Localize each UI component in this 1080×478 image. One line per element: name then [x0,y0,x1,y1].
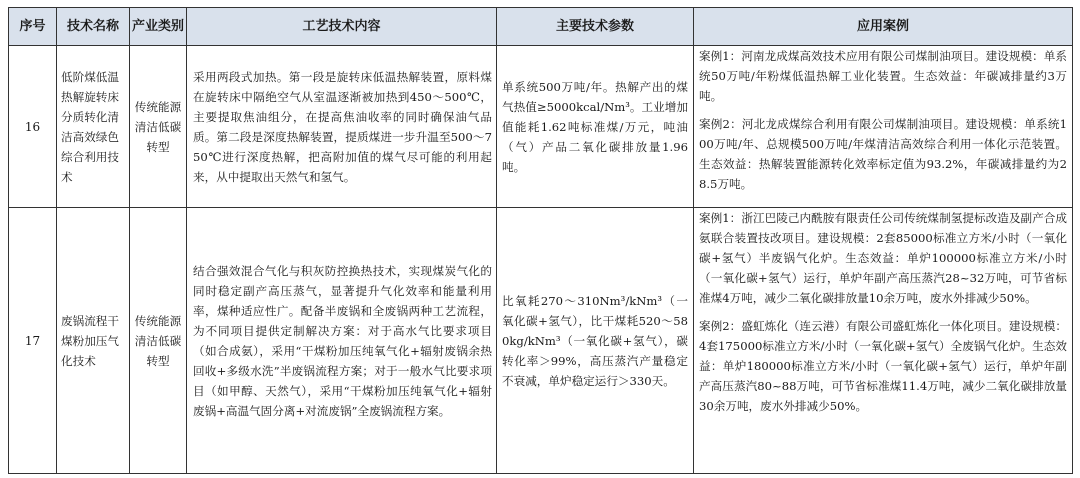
tech-name: 低阶煤低温热解旋转床分质转化清洁高效绿色综合利用技术 [57,46,130,208]
row-number: 16 [9,46,57,208]
header-process: 工艺技术内容 [187,8,497,46]
tech-params: 比氧耗270～310Nm³/kNm³（一氧化碳+氢气），比干煤耗520～580kg/kNm³（一氧化碳+氢气），碳转化率＞99%，高压蒸汽产量稳定不衰减，单炉稳定运行＞330天。 [497,208,694,474]
application-cases [694,208,1073,474]
header-category: 产业类别 [130,8,187,46]
process-content: 采用两段式加热。第一段是旋转床低温热解装置，原料煤在旋转床中隔绝空气从室温逐渐被加热到450～500℃，主要提取焦油组分，在提高焦油收率的同时确保油气品质。第二段是深度热解装置，提质煤进一步升温至500～750℃进行深度热解，把高附加值的煤气尽可能的利用起来，从中提取出天然气和氢气。 [187,46,497,208]
case-item: 案例2：河北龙成煤综合利用有限公司煤制油项目。建设规模：单系统100万吨/年、总规模500万吨/年煤清洁高效综合利用一体化示范装置。生态效益：热解装置能源转化效率标定值为93.2%，年碳减排量约为28.5万吨。 [699,117,1067,191]
table-header-row [9,8,1073,46]
case-item: 案例1：河南龙成煤高效技术应用有限公司煤制油项目。建设规模：单系统50万吨/年粉煤低温热解工业化装置。生态效益：年碳减排量约3万吨。 [699,49,1067,103]
header-tech-name: 技术名称 [57,8,130,46]
row-number: 17 [9,208,57,474]
table-row [9,208,1073,474]
industry-category: 传统能源清洁低碳转型 [130,46,187,208]
case-item: 案例2：盛虹炼化（连云港）有限公司盛虹炼化一体化项目。建设规模：4套175000标准立方米/小时（一氧化碳+氢气）全废锅气化炉。生态效益：单炉180000标准立方米/小时（一氧化碳+氢气）运行，单炉年副产高压蒸汽80~88万吨，可节省标准煤11.4万吨，减少二氧化碳排放量30余万吨，废水外排减少50%。 [699,319,1067,413]
case-item: 案例1：浙江巴陵己内酰胺有限责任公司传统煤制氢提标改造及副产合成氨联合装置技改项目。建设规模：2套85000标准立方米/小时（一氧化碳+氢气）半废锅气化炉。生态效益：单炉100000标准立方米/小时（一氧化碳+氢气）运行，单炉年副产高压蒸汽28~32万吨，可节省标准煤4万吨，减少二氧化碳排放量10余万吨，废水外排减少50%。 [699,211,1067,305]
technology-table [8,7,1073,474]
header-params: 主要技术参数 [497,8,694,46]
document-page [8,7,1072,474]
tech-params: 单系统500万吨/年。热解产出的煤气热值≥5000kcal/Nm³。工业增加值能耗1.62吨标准煤/万元，吨油（气）产品二氧化碳排放量1.96吨。 [497,46,694,208]
tech-name: 废锅流程干煤粉加压气化技术 [57,208,130,474]
industry-category: 传统能源清洁低碳转型 [130,208,187,474]
table-row [9,46,1073,208]
header-cases: 应用案例 [694,8,1073,46]
application-cases [694,46,1073,208]
process-content: 结合强效混合气化与积灰防控换热技术，实现煤炭气化的同时稳定副产高压蒸气，显著提升气化效率和能量利用率，煤种适应性广。配备半废锅和全废锅两种工艺流程，为不同项目提供定制解决方案：对于高水气比要求项目（如合成氨），采用“干煤粉加压纯氧气化+辐射废锅余热回收+多级水洗”半废锅流程方案；对于一般水气比要求项目（如甲醇、天然气），采用“干煤粉加压纯氧气化+辐射废锅+高温气固分离+对流废锅”全废锅流程方案。 [187,208,497,474]
header-no: 序号 [9,8,57,46]
